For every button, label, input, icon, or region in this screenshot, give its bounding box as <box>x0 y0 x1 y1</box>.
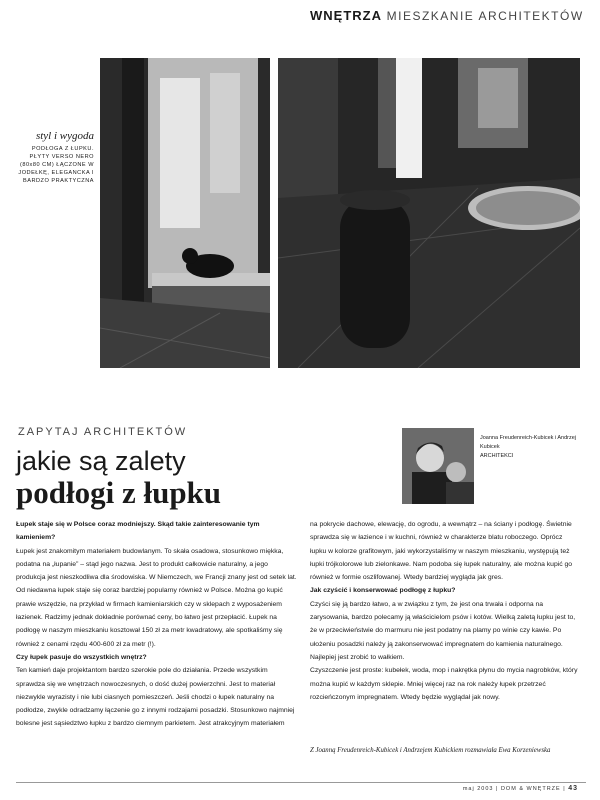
answer-2-continued: na pokrycie dachowe, elewację, do ogrodu, a wewnątrz – na ściany i podłogę. Świetnie sprawdza się w łazience i w kuchni, również w charakterze blatu roboczego. Oprócz łupku w kolorze grafitowym, jaki wykorzystaliśmy w naszym mieszkaniu, występują też łupki trójkolorowe lub zielonkawe. Nam podoba się łupek naturalny, ale można kupić go również w formie oszlifowanej. Wtedy bardziej wygląda jak gres. <box>310 521 573 582</box>
living-room-photo-graphic <box>278 58 580 368</box>
answer-2: Ten kamień daje projektantom bardzo szerokie pole do działania. Przede wszystkim sprawdza się we wnętrzach nowoczesnych, o dość dużej powierzchni. Jest to materiał niezwykle wyrazisty i nie lubi ciasnych pomieszczeń. Jeśli chodzi o łupek naturalny na podłodze, zwykle odradzamy łączenie go z innymi rodzajami posadzki. Stosunkowo najmniej bolesne jest sąsiedztwo łupku z bardzo ciemnym parkietem. Jest atrakcyjnym materiałem <box>16 667 295 728</box>
article-column-left <box>16 518 298 731</box>
credit-role: ARCHITEKCI <box>480 453 514 459</box>
bedroom-photo-graphic <box>100 58 270 368</box>
section-header <box>310 8 584 23</box>
footer-magazine: DOM & WNĘTRZE <box>500 786 561 792</box>
footer-issue: maj 2003 <box>462 786 494 792</box>
footer-rule <box>16 782 586 783</box>
architects-portrait-graphic <box>402 428 474 504</box>
question-2: Czy łupek pasuje do wszystkich wnętrz? <box>16 653 147 661</box>
interview-signature: Z Joanną Freudenreich-Kubicek i Andrzejem Kubickiem rozmawiała Ewa Korzeniewska <box>310 747 551 754</box>
section-label: WNĘTRZA <box>310 8 382 23</box>
answer-1: Łupek jest znakomitym materiałem budowlanym. To skała osadowa, stosunkowo miękka, podatna na „łupanie” – stąd jego nazwa. Jest to produkt całkowicie naturalny, a jego produkcja jest nieszkodliwa dla środowiska. W Niemczech, we Francji znany jest od setek lat. Od niedawna łupek staje się coraz bardziej popularny również w Polsce. Można go kupić prawie wszędzie, na przykład w firmach kamieniarskich czy w sklepach z wyposażeniem łazienek. Radzimy jednak dokładnie porównać ceny, bo łatwo jest przepłacić. Łupek na podłogę w naszym mieszkaniu kosztował 150 zł za metr kwadratowy, ale spotkaliśmy się również z cenami rzędu 400-600 zł za metr (!). <box>16 547 297 648</box>
article-column-right <box>310 518 580 704</box>
question-1: Łupek staje się w Polsce coraz modniejszy. Skąd takie zainteresowanie tym kamieniem? <box>16 521 260 542</box>
caption-title: styl i wygoda <box>35 130 94 142</box>
page-footer: maj 2003 | DOM & WNĘTRZE | 43 <box>462 785 578 792</box>
article-title-line2: podłogi z łupku <box>16 475 222 510</box>
article-title-line1: jakie są zalety <box>16 446 186 476</box>
credit-names: Joanna Freudenreich-Kubicek i Andrzej Kubicek <box>480 435 577 450</box>
page-number: 43 <box>568 785 578 792</box>
answer-3: Czyści się ją bardzo łatwo, a w związku z tym, że jest ona trwała i odporna na zarysowania, bardzo polecamy ją właścicielom psów i kotów. Wielką zaletą łupku jest to, że w przeciwieństwie do marmuru nie jest podatny na plamy po winie czy kawie. Po ułożeniu posadzki należy ją zakonserwować impregnatem do kamienia naturalnego. Najlepiej jest zrobić to wałkiem. <box>310 600 576 661</box>
photo-caption <box>10 130 94 185</box>
living-room-photo <box>278 58 580 368</box>
question-3: Jak czyścić i konserwować podłogę z łupku? <box>310 587 456 595</box>
subsection-label: MIESZKANIE ARCHITEKTÓW <box>386 9 584 23</box>
article-rubric: ZAPYTAJ ARCHITEKTÓW <box>18 426 188 438</box>
architects-portrait <box>402 428 474 504</box>
architects-credit <box>480 434 580 461</box>
caption-body: PODŁOGA Z ŁUPKU. PŁYTY VERSO NERO (80x80 CM) ŁĄCZONE W JODEŁKĘ, ELEGANCKA I BARDZO PRAKTYCZNA <box>18 146 94 184</box>
answer-3-continued: Czyszczenie jest proste: kubełek, woda, mop i nakrętka płynu do mycia nagrobków, który można kupić w każdym sklepie. Mniej więcej raz na rok należy łupek przetrzeć rozcieńczonym impregnatem. Wtedy będzie wyglądał jak nowy. <box>310 667 578 701</box>
bedroom-photo <box>100 58 270 368</box>
